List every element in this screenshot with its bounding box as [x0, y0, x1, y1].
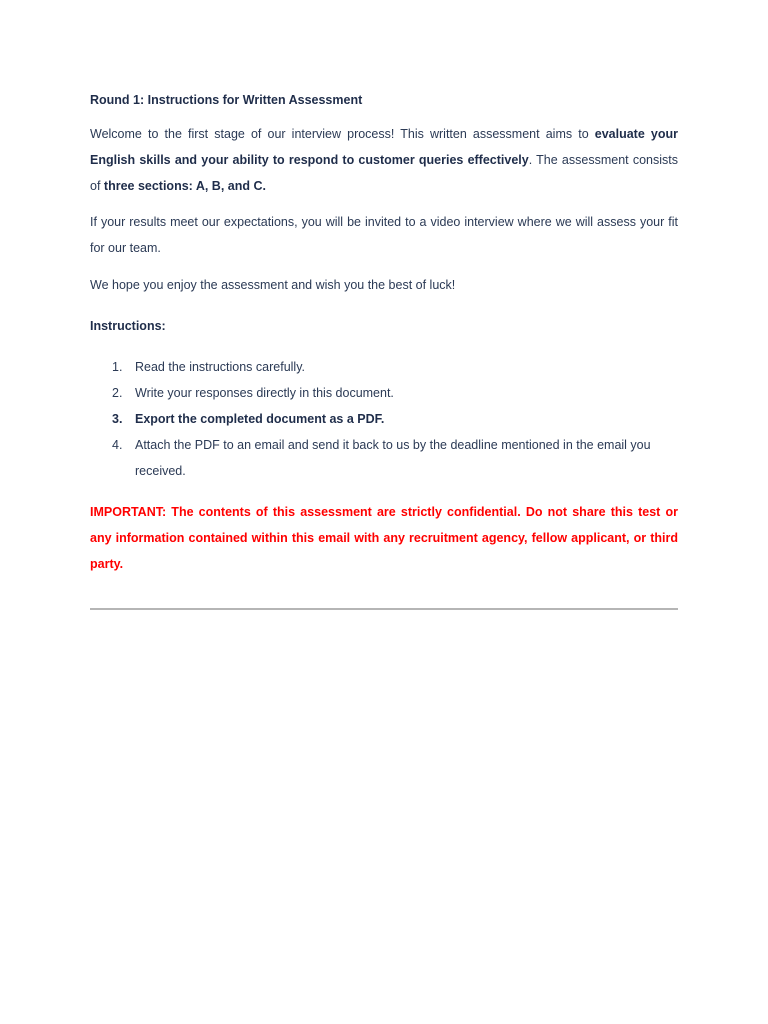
document-title: Round 1: Instructions for Written Assessment	[90, 93, 363, 107]
intro-bold-skills: evaluate your English skills and your ability to respond to customer queries effectively	[90, 127, 678, 167]
instruction-text: Write your responses directly in this document.	[135, 386, 394, 400]
intro-paragraph	[90, 121, 678, 199]
instruction-item-2	[90, 380, 678, 406]
document-page	[90, 89, 678, 610]
divider	[90, 608, 678, 610]
instruction-item-3	[90, 406, 678, 432]
intro-text-part2: . The assessment consists of	[90, 153, 678, 193]
important-notice: IMPORTANT: The contents of this assessment are strictly confidential. Do not share this test or any information contained within this email with any recruitment agency, fellow applicant, or third party.	[90, 505, 678, 571]
intro-text-part1: Welcome to the first stage of our interview process! This written assessment aims to	[90, 127, 595, 141]
results-paragraph: If your results meet our expectations, you will be invited to a video interview where we will assess your fit for our team.	[90, 215, 678, 255]
instructions-heading: Instructions:	[90, 319, 166, 333]
luck-paragraph: We hope you enjoy the assessment and wish you the best of luck!	[90, 278, 456, 292]
instructions-list	[90, 354, 678, 484]
intro-bold-sections: three sections: A, B, and C.	[103, 179, 266, 193]
instruction-text: Read the instructions carefully.	[135, 360, 305, 374]
instruction-number: 3.	[112, 412, 123, 426]
instruction-item-4	[90, 432, 678, 484]
instruction-number: 1.	[112, 360, 123, 374]
instruction-text: Export the completed document as a PDF.	[135, 412, 385, 426]
instruction-text: Attach the PDF to an email and send it back to us by the deadline mentioned in the email you received.	[135, 438, 651, 478]
instruction-item-1	[90, 354, 678, 380]
instruction-number: 2.	[112, 386, 123, 400]
instruction-number: 4.	[112, 438, 123, 452]
